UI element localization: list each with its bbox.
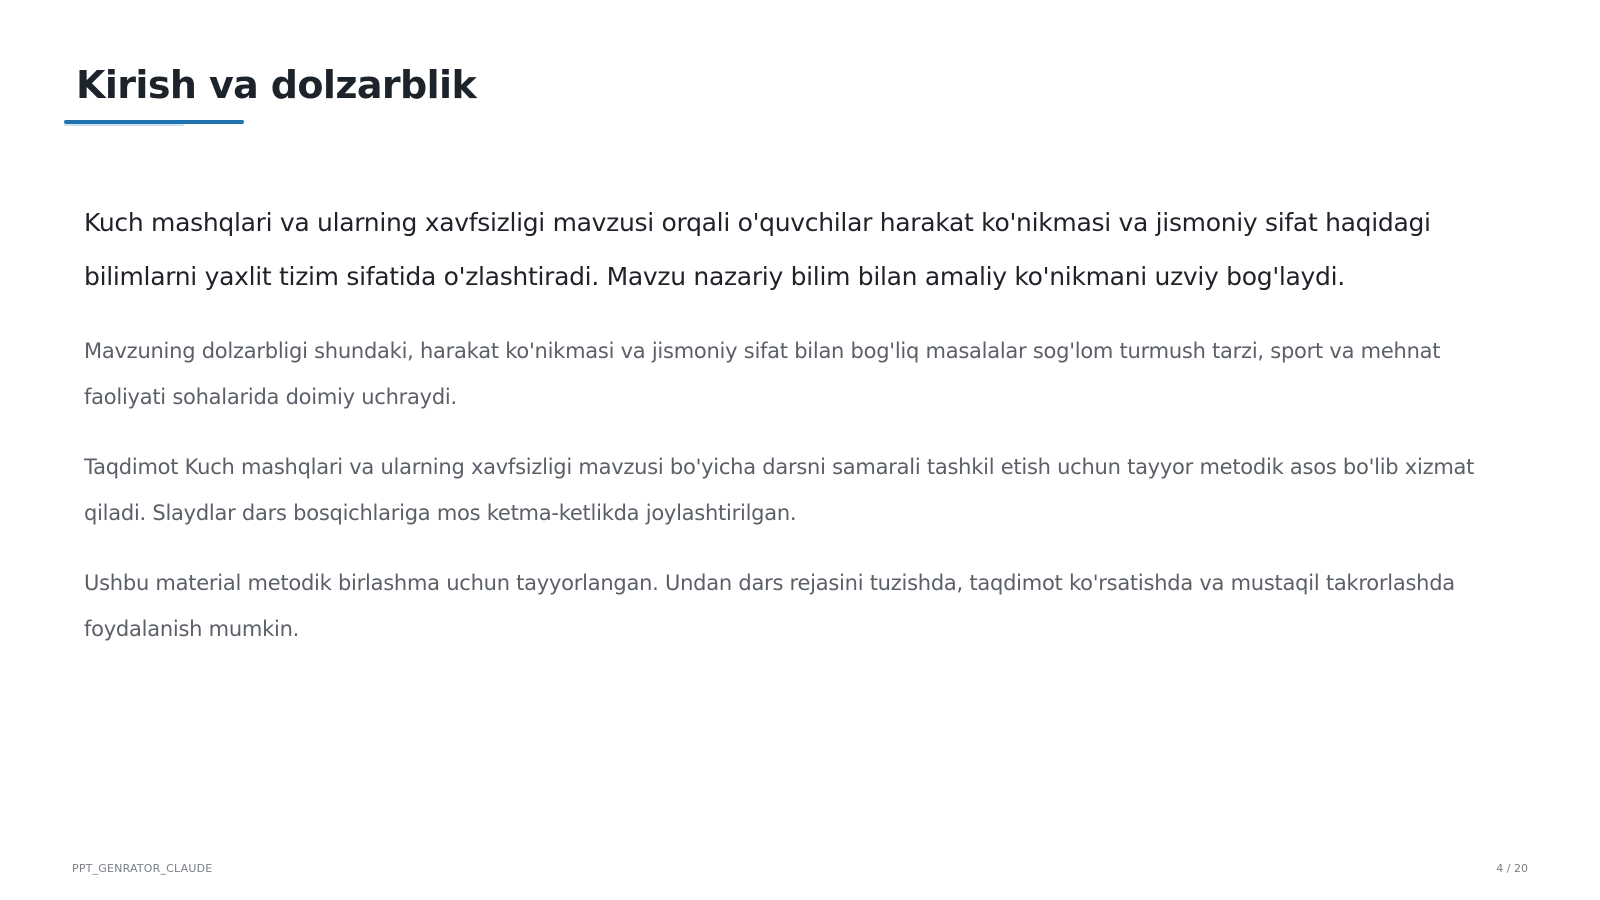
body-paragraph-relevance: Mavzuning dolzarbligi shundaki, harakat ko'nikmasi va jismoniy sifat bilan bog'liq masalalar sog'lom turmush tarzi, sport va mehnat faoliyati sohalarida doimiy uchraydi. (84, 339, 1441, 409)
slide-body (84, 196, 1504, 676)
footer-source: PPT_GENRATOR_CLAUDE (72, 862, 213, 875)
slide-title: Kirish va dolzarblik (76, 63, 477, 107)
title-underline-shadow (64, 124, 184, 126)
body-paragraph-usage: Ushbu material metodik birlashma uchun tayyorlangan. Undan dars rejasini tuzishda, taqdimot ko'rsatishda va mustaqil takrorlashda foydalanish mumkin. (84, 571, 1455, 641)
page-indicator: 4 / 20 (1496, 862, 1528, 875)
body-paragraph-purpose: Taqdimot Kuch mashqlari va ularning xavfsizligi mavzusi bo'yicha darsni samarali tashkil etish uchun tayyor metodik asos bo'lib xizmat qiladi. Slaydlar dars bosqichlariga mos ketma-ketlikda joylashtirilgan. (84, 455, 1475, 525)
lead-paragraph: Kuch mashqlari va ularning xavfsizligi mavzusi orqali o'quvchilar harakat ko'nikmasi va jismoniy sifat haqidagi bilimlarni yaxlit tizim sifatida o'zlashtiradi. Mavzu nazariy bilim bilan amaliy ko'nikmani uzviy bog'laydi. (84, 208, 1431, 291)
